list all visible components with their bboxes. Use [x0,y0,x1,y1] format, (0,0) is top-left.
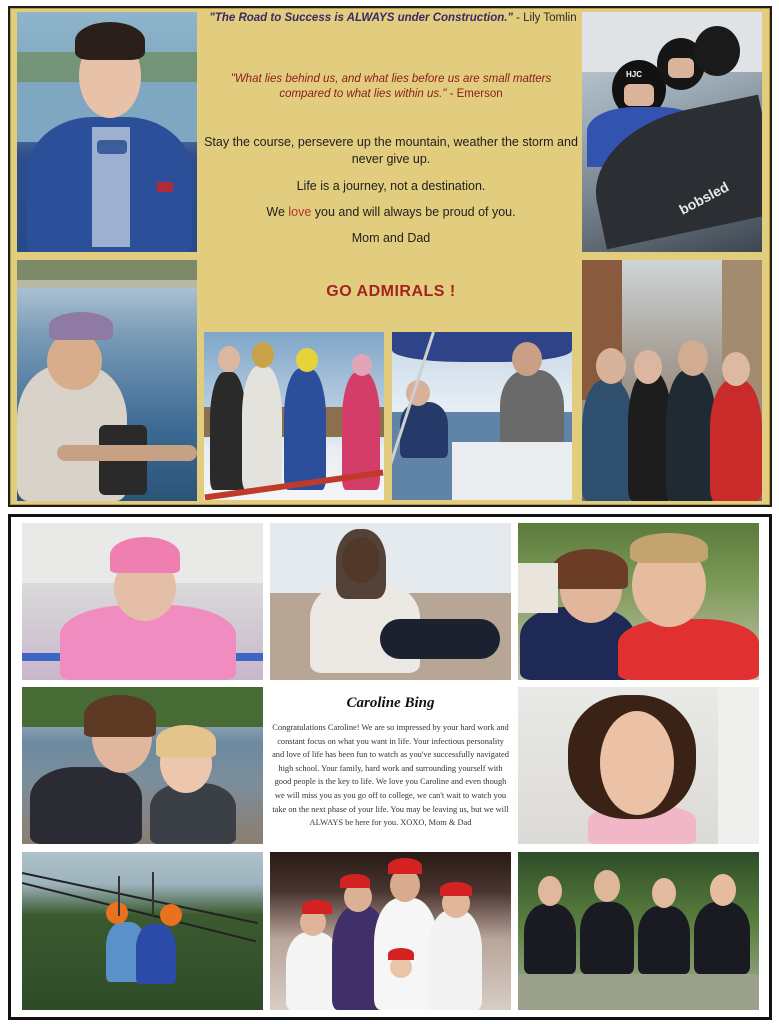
photo-curly-girl [518,687,759,844]
photo-street-group [582,260,762,501]
message-line-2: Life is a journey, not a destination. [296,179,486,193]
quote-lily-tomlin [203,12,583,24]
quote-1-author: - Lily Tomlin [512,12,577,24]
photo-dock-portrait [270,523,511,680]
photo-sailing [392,332,572,500]
photo-boat-driver [17,260,197,501]
helmet-logo: HJC [626,70,643,79]
graduate-name: Caroline Bing [346,695,435,711]
message-card [270,687,511,844]
signature: Mom and Dad [351,231,431,245]
photo-zipline [22,852,263,1010]
message-love: love [288,205,312,219]
quote-2-author: - Emerson [446,88,503,100]
photo-dance-group [518,852,759,1010]
photo-bobsled [582,12,762,252]
photo-ski-family [204,332,384,500]
photo-lake-sisters [22,687,263,844]
message-line-3-pre: We [266,205,289,219]
photo-kids-smiling [518,523,759,680]
go-admirals-heading: GO ADMIRALS ! [326,283,456,300]
photo-portrait-blue-suit [17,12,197,252]
quote-2-text: "What lies behind us, and what lies before us are small matters compared to what lies within us." [230,73,552,100]
quote-1-text: "The Road to Success is ALWAYS under Construction." [209,12,513,24]
quote-emerson [206,72,576,102]
photo-pink-hat-girl [22,523,263,680]
bobsled-label: bobsled [676,178,732,218]
message-line-3 [203,204,579,221]
message-line-3-post: you and will always be proud of you. [311,205,516,219]
graduate-message: Congratulations Caroline! We are so impressed by your hard work and constant focus on what you want in life. Your infectious personality and love of life has been fun to watch as you've successfully navigated high school. Your family, hard work and surrounding yourself with good people is the key to life. We love you Caroline and even though we will miss you as you go off to college, we can't wait to watch you take on the next phase of your life. You may be leaving us, but we will ALWAYS be here for you. XOXO, Mom & Dad [272,723,509,828]
message-line-1: Stay the course, persevere up the mountain, weather the storm and never give up. [204,135,578,166]
photo-holiday-family [270,852,511,1010]
